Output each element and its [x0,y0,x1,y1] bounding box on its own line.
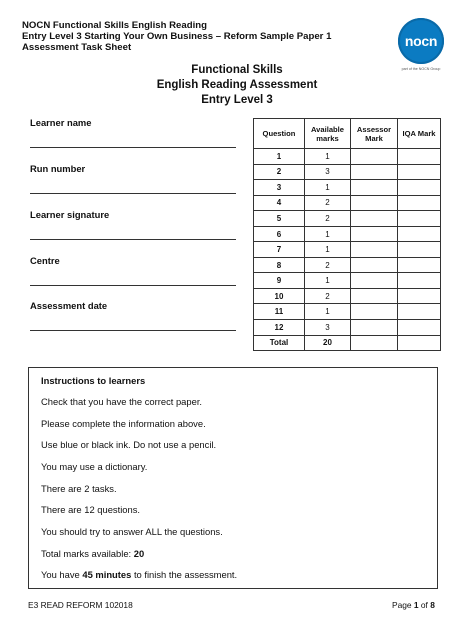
page-indicator [392,600,435,610]
title-2: English Reading Assessment [156,79,318,91]
field-line[interactable] [30,285,236,286]
learner-name-field[interactable] [30,117,236,128]
logo-circle-icon [398,18,444,64]
field-label: Learner signature [30,209,110,220]
time-limit-line [41,569,237,580]
question-number: 5 [254,211,305,227]
instruction-line: There are 12 questions. [41,504,141,515]
question-number: 7 [254,242,305,258]
header-line-1: NOCN Functional Skills English Reading [22,20,207,31]
table-row [254,164,441,180]
iqa-mark-cell[interactable] [398,180,441,196]
footer-code: E3 READ REFORM 102018 [28,600,133,610]
iqa-mark-cell[interactable] [398,164,441,180]
question-number: 8 [254,257,305,273]
question-number: 12 [254,320,305,336]
assessor-mark-cell[interactable] [351,211,398,227]
assessor-mark-cell[interactable] [351,164,398,180]
available-marks: 1 [305,242,351,258]
learner-signature-field[interactable] [30,209,236,220]
col-header-assessor-mark: Assessor Mark [351,119,398,149]
table-row [254,211,441,227]
available-marks: 3 [305,320,351,336]
iqa-mark-cell[interactable] [398,288,441,304]
time-prefix: You have [41,569,83,580]
table-row [254,320,441,336]
marks-table [253,118,441,351]
field-line[interactable] [30,239,236,240]
assessor-mark-cell[interactable] [351,242,398,258]
title-1: Functional Skills [191,64,283,76]
col-header-available-marks: Available marks [305,119,351,149]
assessor-mark-cell[interactable] [351,320,398,336]
question-number: 6 [254,226,305,242]
instructions-title: Instructions to learners [41,375,146,386]
assessor-mark-cell[interactable] [351,195,398,211]
table-row [254,273,441,289]
available-marks: 2 [305,211,351,227]
assessor-mark-cell[interactable] [351,273,398,289]
question-number: 10 [254,288,305,304]
title-3: Entry Level 3 [201,94,273,106]
total-marks-line [41,548,144,559]
page-of: of [418,600,431,610]
table-row [254,304,441,320]
instruction-line: Check that you have the correct paper. [41,396,203,407]
table-row [254,195,441,211]
question-number: 1 [254,149,305,165]
assessor-mark-cell[interactable] [351,288,398,304]
assessment-titles [0,63,474,108]
assessor-mark-cell[interactable] [351,149,398,165]
page-current: 1 [413,600,419,610]
available-marks: 1 [305,149,351,165]
document-header [22,20,382,53]
assessor-mark-cell[interactable] [351,257,398,273]
logo-text: nocn [404,33,438,49]
assessor-total-cell[interactable] [351,335,398,351]
field-line[interactable] [30,330,236,331]
centre-field[interactable] [30,255,236,266]
available-marks: 2 [305,288,351,304]
field-label: Assessment date [30,300,108,311]
run-number-field[interactable] [30,163,236,174]
question-number: 11 [254,304,305,320]
page-total: 8 [430,600,435,610]
iqa-mark-cell[interactable] [398,211,441,227]
table-row [254,257,441,273]
available-marks: 1 [305,180,351,196]
available-marks: 2 [305,195,351,211]
available-marks: 1 [305,273,351,289]
total-label: Total [254,335,305,351]
iqa-total-cell[interactable] [398,335,441,351]
field-label: Learner name [30,117,92,128]
assessor-mark-cell[interactable] [351,304,398,320]
instruction-line: Please complete the information above. [41,418,206,429]
col-header-iqa-mark: IQA Mark [398,119,441,149]
question-number: 9 [254,273,305,289]
col-header-question: Question [254,119,305,149]
field-label: Run number [30,163,86,174]
table-row [254,149,441,165]
field-line[interactable] [30,193,236,194]
table-row [254,242,441,258]
question-number: 2 [254,164,305,180]
assessor-mark-cell[interactable] [351,180,398,196]
iqa-mark-cell[interactable] [398,226,441,242]
field-line[interactable] [30,147,236,148]
total-value: 20 [305,335,351,351]
header-line-3: Assessment Task Sheet [22,42,132,53]
table-row [254,226,441,242]
table-row [254,288,441,304]
field-label: Centre [30,255,60,266]
iqa-mark-cell[interactable] [398,149,441,165]
logo-tagline: part of the NOCN Group [401,67,441,71]
question-number: 3 [254,180,305,196]
total-marks-prefix: Total marks available: [41,548,134,559]
instruction-line: There are 2 tasks. [41,483,117,494]
instruction-line: You should try to answer ALL the questions. [41,526,223,537]
assessor-mark-cell[interactable] [351,226,398,242]
iqa-mark-cell[interactable] [398,195,441,211]
table-row [254,180,441,196]
assessment-date-field[interactable] [30,300,236,311]
table-total-row [254,335,441,351]
iqa-mark-cell[interactable] [398,257,441,273]
instruction-line: You may use a dictionary. [41,461,148,472]
available-marks: 2 [305,257,351,273]
time-suffix: to finish the assessment. [131,569,238,580]
table-header-row [254,119,441,149]
available-marks: 1 [305,304,351,320]
total-marks-value: 20 [133,548,145,559]
time-value: 45 minutes [82,569,132,580]
header-line-2: Entry Level 3 Starting Your Own Business – Reform Sample Paper 1 [22,31,332,42]
available-marks: 3 [305,164,351,180]
iqa-mark-cell[interactable] [398,273,441,289]
iqa-mark-cell[interactable] [398,320,441,336]
question-number: 4 [254,195,305,211]
iqa-mark-cell[interactable] [398,304,441,320]
instructions-box [28,367,438,589]
page-prefix: Page [392,600,414,610]
iqa-mark-cell[interactable] [398,242,441,258]
available-marks: 1 [305,226,351,242]
instruction-line: Use blue or black ink. Do not use a pencil. [41,439,217,450]
